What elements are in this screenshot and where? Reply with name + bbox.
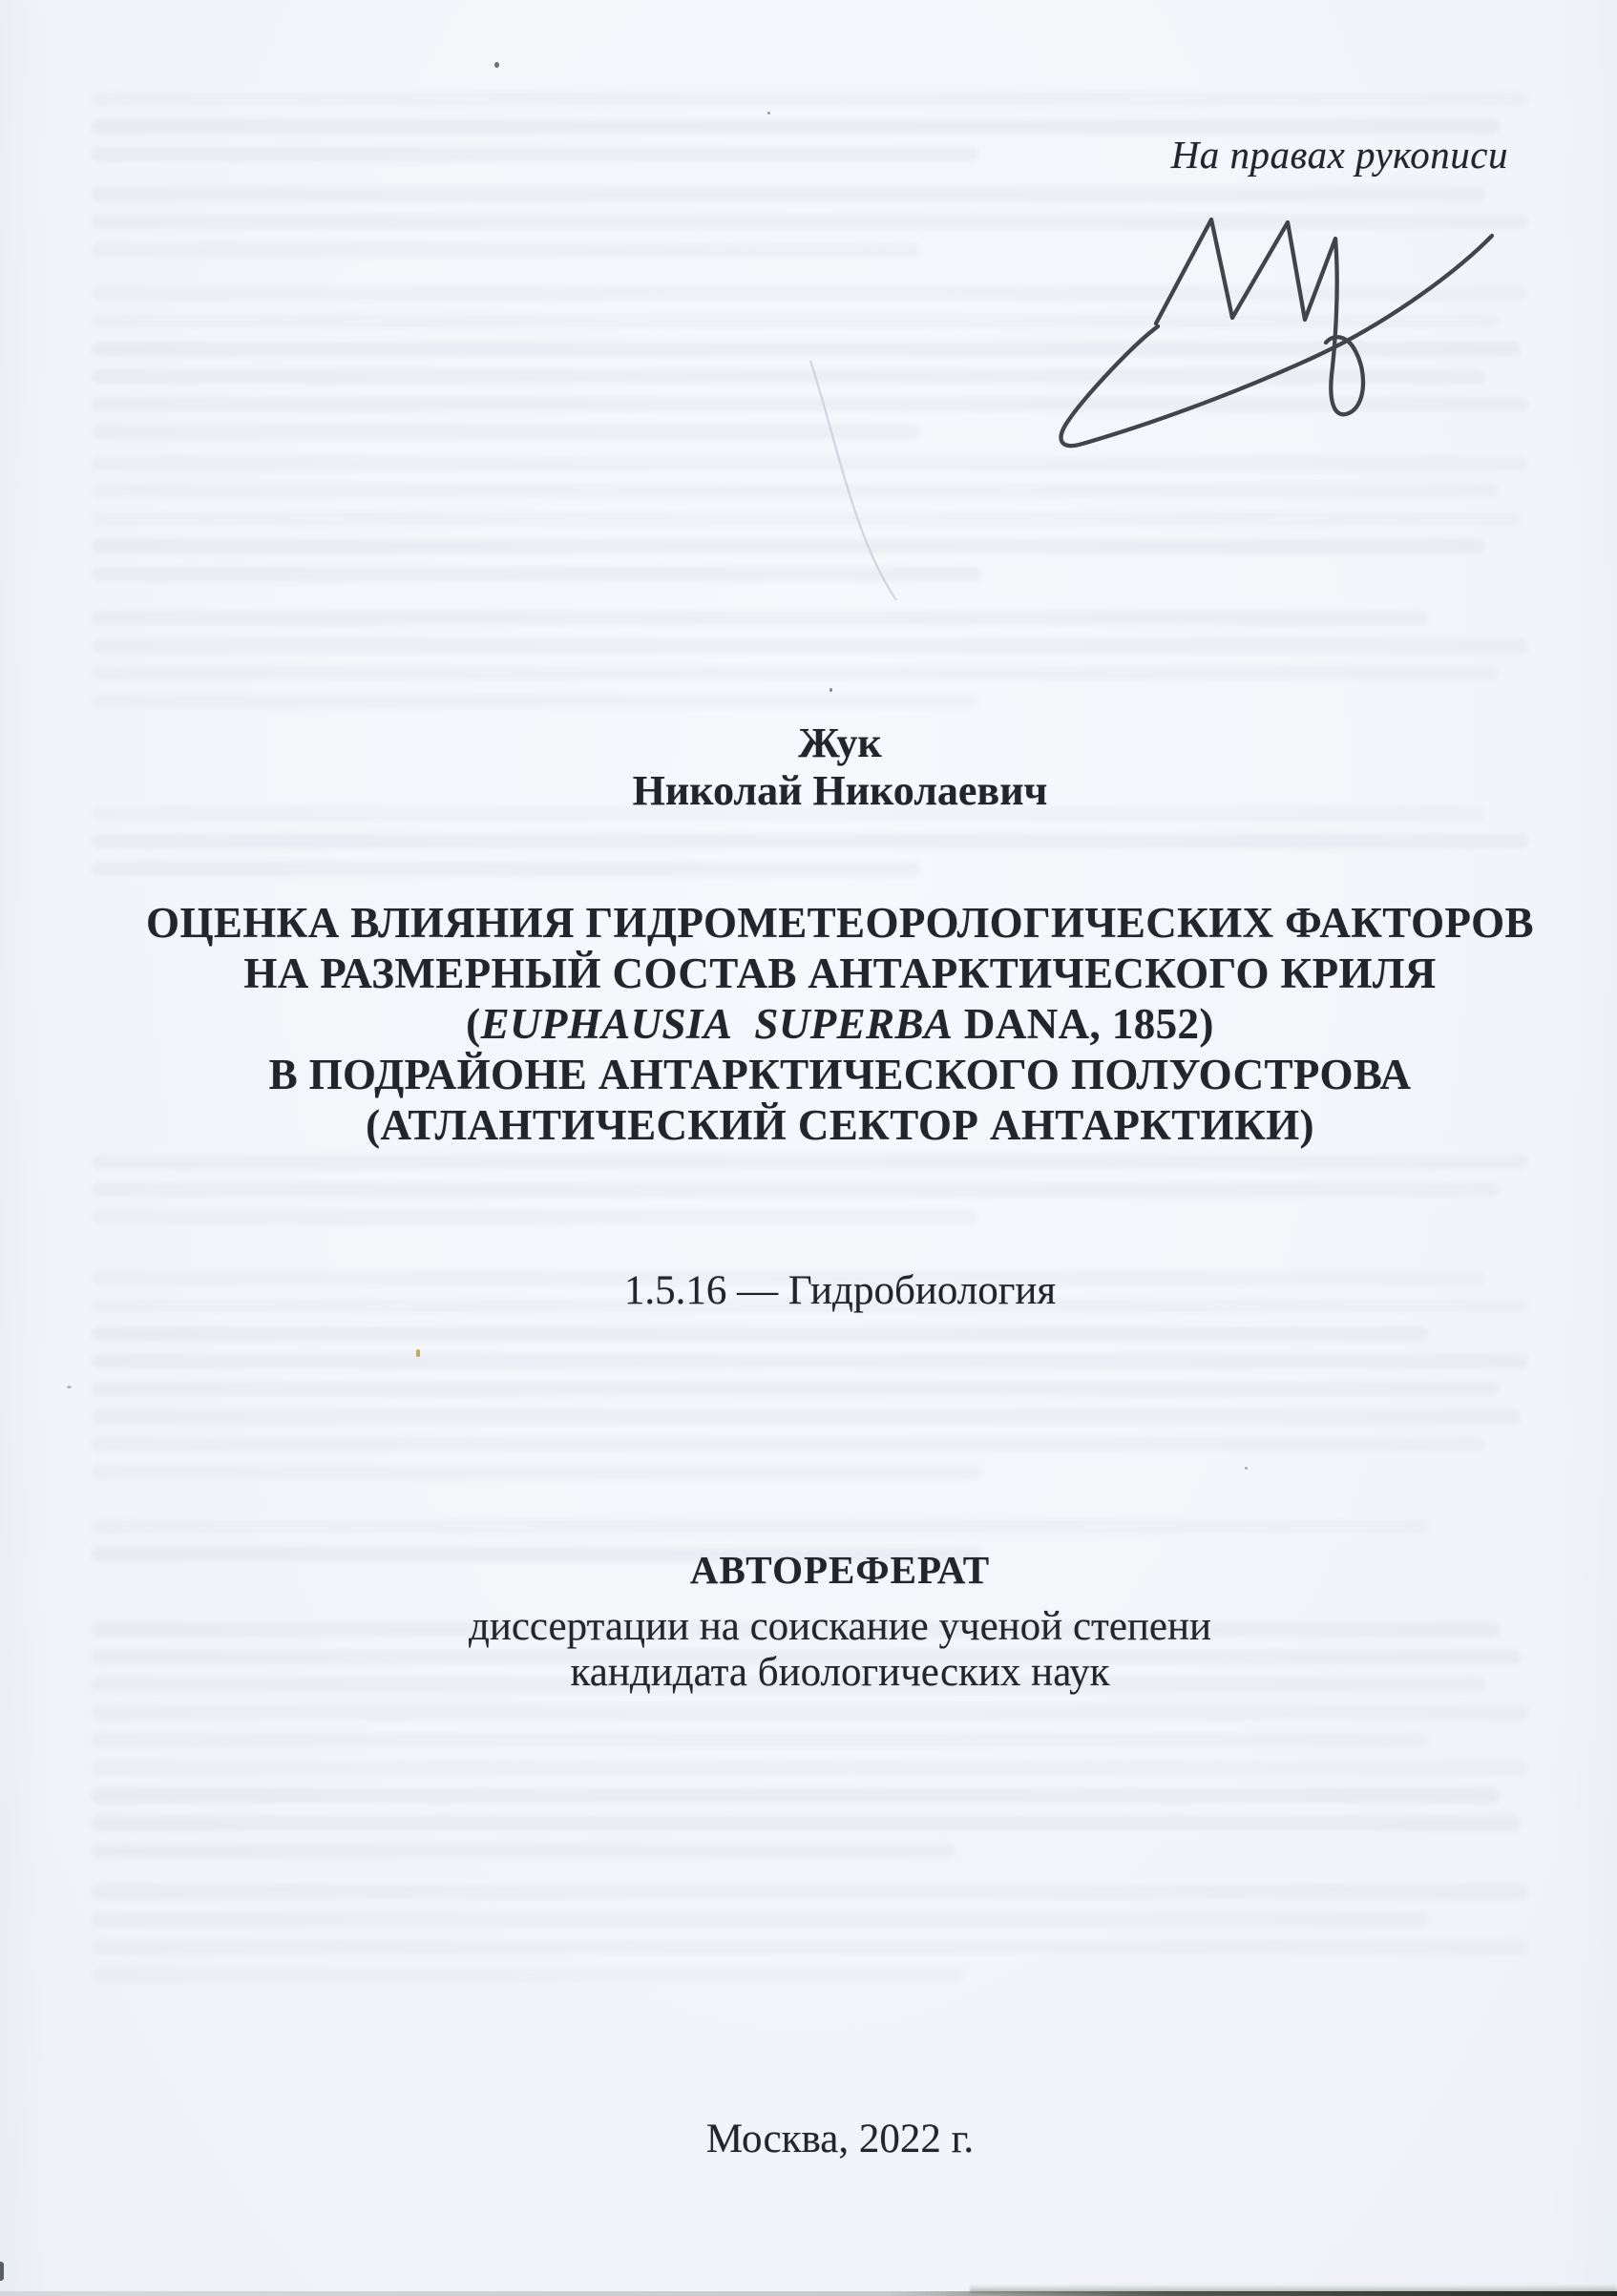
- ghost-text-line: [92, 484, 1500, 498]
- ghost-text-line: [92, 1326, 1428, 1341]
- ghost-text-line: [92, 187, 1485, 201]
- paper-speck: [494, 62, 499, 68]
- ghost-text-line: [92, 1210, 977, 1224]
- ghost-text-line: [92, 1816, 1521, 1830]
- ghost-text-line: [92, 342, 1521, 356]
- ghost-text-line: [92, 666, 1500, 680]
- ghost-text-line: [92, 369, 1485, 384]
- ghost-text-line: [92, 862, 920, 876]
- ghost-text-line: [92, 1885, 1528, 1899]
- ghost-text-line: [92, 1382, 1500, 1396]
- ghost-text-line: [92, 1761, 1528, 1775]
- ghost-text-line: [92, 456, 1528, 470]
- ghost-text-line: [92, 611, 1428, 625]
- paper-speck: [830, 688, 832, 692]
- ghost-text-line: [92, 242, 920, 257]
- abstract-heading: АВТОРЕФЕРАТ: [689, 1548, 991, 1592]
- species-authority: DANA, 1852): [953, 1000, 1214, 1048]
- ghost-text-line: [92, 638, 1528, 653]
- title-line-1: ОЦЕНКА ВЛИЯНИЯ ГИДРОМЕТЕОРОЛОГИЧЕСКИХ ФАКТОРОВ: [146, 899, 1534, 947]
- manuscript-rights-note: На правах рукописи: [1170, 133, 1508, 177]
- ghost-text-line: [92, 1519, 1428, 1534]
- ghost-text-line: [92, 215, 1528, 229]
- ghost-text-line: [92, 314, 1500, 328]
- author-given-names: Николай Николаевич: [632, 767, 1048, 814]
- ghost-text-line: [92, 1705, 1528, 1720]
- ghost-text-line: [92, 1354, 1528, 1368]
- abstract-subline-2: кандидата биологических наук: [570, 1650, 1110, 1695]
- ghost-text-line: [92, 1465, 982, 1479]
- author-surname: Жук: [798, 720, 882, 766]
- handwritten-signature: [1061, 219, 1492, 446]
- scratch-mark: [810, 361, 896, 600]
- ghost-text-line: [92, 1788, 1500, 1803]
- scanner-edge-mark: [0, 2262, 4, 2281]
- paper-speck: [416, 1349, 420, 1357]
- city-year-line: Москва, 2022 г.: [705, 2117, 975, 2161]
- ghost-text-line: [92, 567, 982, 581]
- title-line-3: [63, 999, 1617, 1050]
- ghost-text-line: [92, 286, 1528, 301]
- paper-speck: [67, 1386, 72, 1388]
- ghost-text-line: [92, 834, 1528, 848]
- ghost-text-line: [92, 1940, 1528, 1954]
- species-name-latin: EUPHAUSIA SUPERBA: [480, 1000, 954, 1048]
- ghost-text-line: [92, 1409, 1521, 1424]
- title-line-4: В ПОДРАЙОНЕ АНТАРКТИЧЕСКОГО ПОЛУОСТРОВА: [268, 1051, 1412, 1098]
- ghost-text-line: [92, 147, 977, 161]
- ghost-text-line: [92, 92, 1528, 106]
- ghost-text-line: [92, 1968, 964, 1982]
- paper-speck: [767, 112, 770, 115]
- ghost-text-line: [92, 1912, 1428, 1927]
- author-block: [63, 720, 1617, 815]
- abstract-sublines: [63, 1604, 1617, 1696]
- dissertation-title: [63, 898, 1617, 1151]
- ghost-text-line: [92, 1437, 1485, 1451]
- ghost-text-line: [92, 425, 920, 439]
- scanner-edge-strip: [0, 2291, 1617, 2296]
- paper-speck: [1245, 1467, 1248, 1470]
- ghost-text-line: [92, 1733, 1428, 1747]
- ghost-text-line: [92, 1155, 1528, 1169]
- ghost-text-line: [92, 397, 1528, 411]
- ghost-text-line: [92, 511, 1521, 526]
- abstract-subline-1: диссертации на соискание ученой степени: [468, 1604, 1212, 1649]
- ghost-text-line: [92, 1182, 1500, 1197]
- ghost-text-line: [92, 694, 977, 708]
- specialty-code-line: 1.5.16 — Гидробиология: [623, 1268, 1057, 1313]
- open-paren: (: [466, 1000, 481, 1048]
- ghost-text-line: [92, 1844, 956, 1858]
- title-line-2: НА РАЗМЕРНЫЙ СОСТАВ АНТАРКТИЧЕСКОГО КРИЛЯ: [243, 950, 1437, 997]
- ghost-text-line: [92, 539, 1485, 553]
- title-line-5: (АТЛАНТИЧЕСКИЙ СЕКТОР АНТАРКТИКИ): [366, 1101, 1314, 1149]
